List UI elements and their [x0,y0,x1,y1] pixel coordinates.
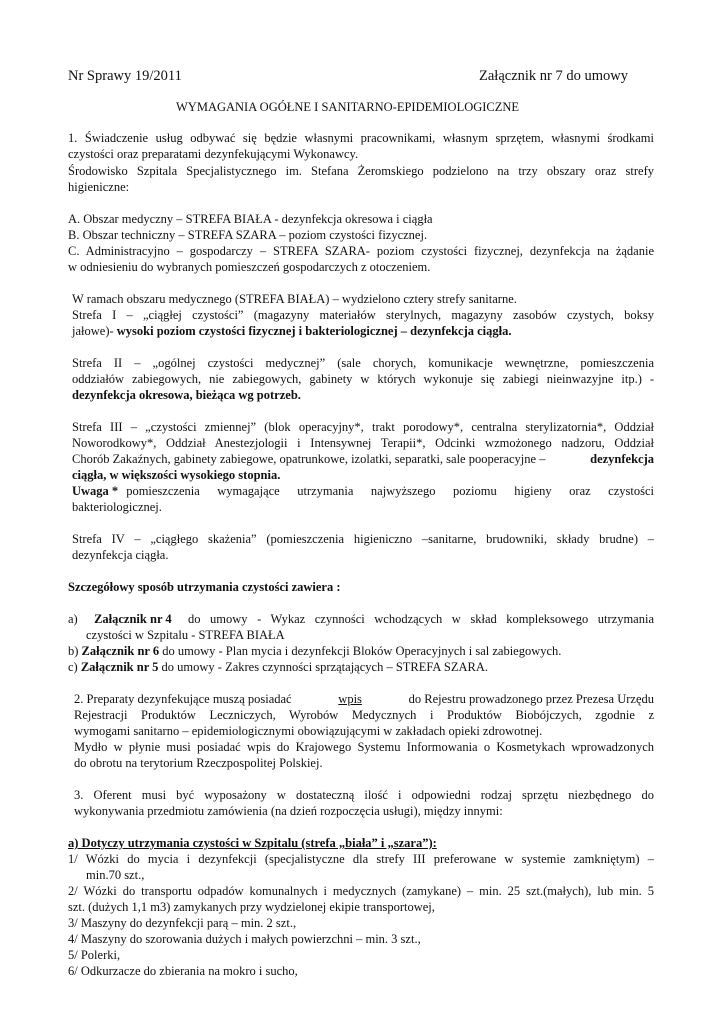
zone-1-requirement: wysoki poziom czystości fizycznej i bakteriologicznej – dezynfekcja ciągła. [116,324,512,338]
zone-3-line-1: Strefa III – „czystości zmiennej” (blok operacyjny*, trakt porodowy*, centralna sterylizatornia*, Oddział [72,420,654,434]
s2-line-3: wymogami sanitarno – epidemiologicznymi obowiązującymi w zakładach opieki zdrowotnej. [74,724,543,738]
zone-3-line-2: Noworodkowy*, Oddział Anestezjologii i Intensywnej Terapii*, Odcinki wzmożonego nadzoru, Oddział [72,436,654,450]
s2-line-1-end: do Rejestru prowadzonego przez Prezesa Urzędu [408,692,654,706]
zone-1-items-end: jałowe)- [72,324,114,338]
note-text: pomieszczenia wymagające utrzymania najwyższego poziomu higieny oraz czystości [126,484,654,498]
area-c-line-1: C. Administracyjno – gospodarczy – STREFA SZARA- poziom czystości fizycznej, dezynfekcja na żądanie [68,244,654,258]
s1-line-2: czystości oraz preparatami dezynfekującymi Wykonawcy. [68,147,359,161]
details-c-attachment: Załącznik nr 5 [80,660,159,674]
details-a-line-2: czystości w Szpitalu - STREFA BIAŁA [86,628,285,642]
equipment-2-line-1: 2/ Wózki do transportu odpadów komunalnych i medycznych (zamykane) – min. 25 szt.(małych), lub min. 5 [68,884,654,898]
details-c-prefix: c) [68,660,78,674]
s2-line-1-start: 2. Preparaty dezynfekujące muszą posiadać [74,692,292,706]
details-heading [68,580,341,595]
area-c-line-2: w odniesieniu do wybranych pomieszczeń gospodarczych z otoczeniem. [68,260,431,274]
details-a-text: do umowy - Wykaz czynności wchodzących w skład kompleksowego utrzymania [188,612,654,626]
equipment-heading-text: a) Dotyczy utrzymania czystości w Szpitalu (strefa „biała” i „szara”): [68,836,437,850]
details-c-text: do umowy - Zakres czynności sprzątających – STREFA SZARA. [161,660,488,674]
details-a-line-1 [68,612,654,627]
area-b: B. Obszar techniczny – STREFA SZARA – poziom czystości fizycznej. [68,228,428,242]
zone-2-requirement-text: dezynfekcja okresowa, bieżąca wg potrzeb. [72,388,301,402]
details-a-attachment: Załącznik nr 4 [94,612,172,626]
zone-1-line-1: Strefa I – „ciągłej czystości” (magazyny materiałów sterylnych, magazyny zasobów czystych, boksy [72,308,654,322]
area-a: A. Obszar medyczny – STREFA BIAŁA - dezynfekcja okresowa i ciągła [68,212,433,226]
details-heading-text: Szczegółowy sposób utrzymania czystości zawiera : [68,580,341,594]
attachment-label: Załącznik nr 7 do umowy [479,68,628,84]
s2-line-1 [74,692,654,707]
s3-line-2: wykonywania przedmiotu zamówienia (na dzień rozpoczęcia usługi), między innymi: [74,804,503,818]
details-b-text: do umowy - Plan mycia i dezynfekcji Bloków Operacyjnych i sal zabiegowych. [162,644,562,658]
zone-3-line-3 [72,452,654,467]
s1-line-4: higieniczne: [68,180,130,194]
s2-wpis: wpis [338,692,362,706]
s2-line-2: Rejestracji Produktów Leczniczych, Wyrobów Medycznych i Produktów Biobójczych, zgodnie z [74,708,654,722]
zone-3-requirement-start: dezynfekcja [590,452,654,466]
details-b-attachment: Załącznik nr 6 [81,644,160,658]
zone-4-line-2: dezynfekcja ciągła. [72,548,169,562]
zone-3-requirement-end: ciągła, w większości wysokiego stopnia. [72,468,281,482]
details-c [68,660,488,675]
zone-3-line-4 [72,468,280,483]
equipment-1-line-1: 1/ Wózki do mycia i dezynfekcji (specjalistyczne dla strefy III preferowane w systemie zamkniętym) – [68,852,654,866]
note-line-2: bakteriologicznej. [72,500,162,514]
equipment-6: 6/ Odkurzacze do zbierania na mokro i sucho, [68,964,298,978]
note-line-1 [72,484,654,499]
s1-line-1: 1. Świadczenie usług odbywać się będzie własnymi pracownikami, własnym sprzętem, własnymi środkami [68,131,654,145]
details-b [68,644,561,659]
s2-line-5: do obrotu na terytorium Rzeczpospolitej Polskiej. [74,756,323,770]
document-title: WYMAGANIA OGÓŁNE I SANITARNO-EPIDEMIOLOGICZNE [176,100,520,114]
equipment-heading [68,836,437,851]
equipment-5: 5/ Polerki, [68,948,121,962]
s2-line-4: Mydło w płynie musi posiadać wpis do Krajowego Systemu Informowania o Kosmetykach wprowadzonych [74,740,654,754]
details-b-prefix: b) [68,644,79,658]
equipment-4: 4/ Maszyny do szorowania dużych i małych powierzchni – min. 3 szt., [68,932,421,946]
equipment-3: 3/ Maszyny do dezynfekcji parą – min. 2 szt., [68,916,297,930]
equipment-1-line-2: min.70 szt., [86,868,145,882]
zone-2-requirement [72,388,301,403]
zone-4-line-1: Strefa IV – „ciągłego skażenia” (pomieszczenia higieniczno –sanitarne, brudowniki, składy brudne) – [72,532,654,546]
note-label: Uwaga * [72,484,119,498]
s3-line-1: 3. Oferent musi być wyposażony w dostateczną ilość i odpowiedni rodzaj sprzętu niezbędnego do [74,788,654,802]
equipment-2-line-2: szt. (dużych 1,1 m3) zamykanych przy wydzielonej ekipie transportowej, [68,900,435,914]
zone-1-line-2 [72,324,512,339]
s1-line-3: Środowisko Szpitala Specjalistycznego im. Stefana Żeromskiego podzielono na trzy obszary oraz strefy [68,164,654,178]
details-a-prefix: a) [68,612,78,626]
zone-2-line-1: Strefa II – „ogólnej czystości medycznej” (sale chorych, komunikacje wewnętrzne, pomieszczenia [72,356,654,370]
case-number: Nr Sprawy 19/2011 [68,68,182,84]
zones-intro: W ramach obszaru medycznego (STREFA BIAŁA) – wydzielono cztery strefy sanitarne. [72,292,517,306]
zone-2-line-2: oddziałów zabiegowych, nie zabiegowych, gabinety w których wykonuje się zabiegi nieinwazyjne itp.) - [72,372,654,386]
zone-3-items-end: Chorób Zakaźnych, gabinety zabiegowe, opatrunkowe, izolatki, separatki, sale pooperacyjne – [72,452,546,466]
